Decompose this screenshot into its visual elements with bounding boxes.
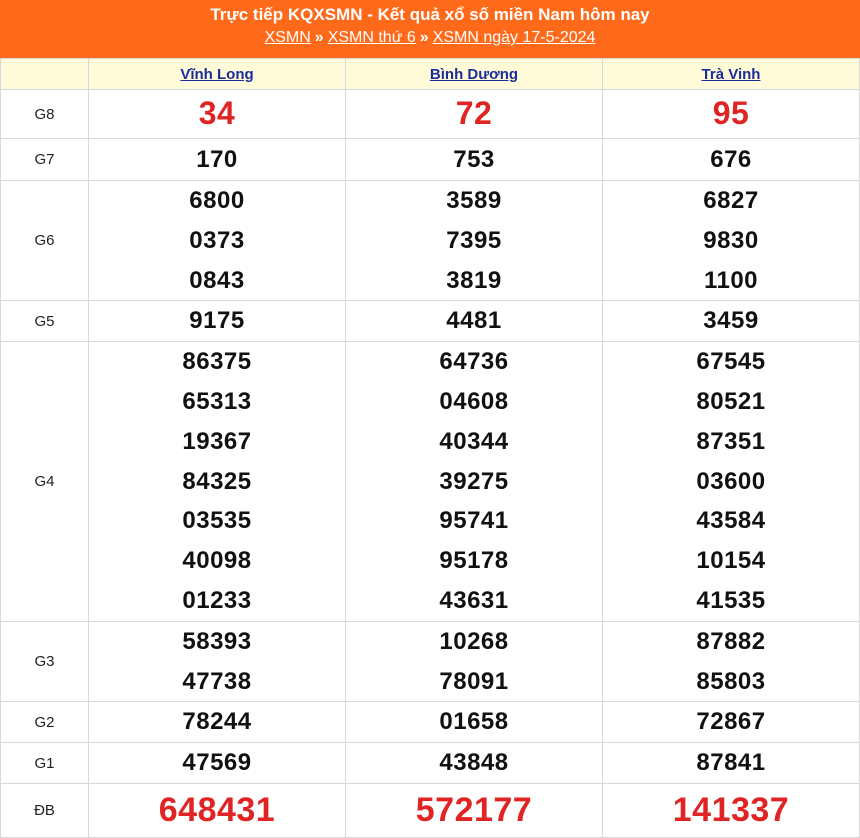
lottery-number: 87351 [696,427,766,455]
prize-row-g1 [1,743,860,784]
lottery-number: 170 [196,145,238,173]
lottery-number: 39275 [439,467,509,495]
prize-label: G8 [1,90,89,139]
lottery-number: 78091 [439,667,509,695]
lottery-number: 753 [453,145,495,173]
lottery-number: 78244 [182,708,252,736]
lottery-number: 19367 [182,427,252,455]
prize-cell [89,342,346,622]
lottery-number: 41535 [696,586,766,614]
lottery-number: 10154 [696,547,766,575]
prize-label: G3 [1,621,89,702]
breadcrumb [0,26,860,50]
province-header [89,59,346,90]
lottery-number: 95178 [439,547,509,575]
prize-cell [346,342,603,622]
results-table [0,58,860,838]
lottery-number: 43584 [696,507,766,535]
prize-cell [603,139,860,181]
lottery-number: 6827 [703,187,759,214]
prize-cell [346,301,603,342]
lottery-number: 3589 [446,187,502,214]
lottery-number: 3819 [446,266,502,294]
prize-row-g4 [1,342,860,622]
lottery-number: 95 [712,95,750,132]
lottery-number: 7395 [446,226,502,254]
prize-cell [346,783,603,837]
breadcrumb-link-xsmn-thu-6[interactable]: XSMN thứ 6 [327,29,416,46]
prize-label: G2 [1,702,89,743]
prize-cell [603,621,860,702]
lottery-number: 80521 [696,387,766,415]
province-header [603,59,860,90]
prize-column-header [1,59,89,90]
lottery-number: 9175 [189,307,245,335]
prize-cell [89,621,346,702]
prize-label: G5 [1,301,89,342]
prize-row-g7 [1,139,860,181]
lottery-number: 03600 [696,467,766,495]
lottery-number: 6800 [189,187,245,214]
prize-row-g3 [1,621,860,702]
lottery-number: 141337 [672,790,790,829]
lottery-number: 43631 [439,586,509,614]
results-banner [0,0,860,58]
prize-cell [603,342,860,622]
breadcrumb-separator: » [419,29,429,46]
lottery-number: 72867 [696,708,766,736]
prize-label: G7 [1,139,89,181]
province-link-tra-vinh[interactable]: Trà Vinh [701,65,761,83]
prize-row-g6 [1,181,860,301]
lottery-number: 3459 [703,307,759,335]
lottery-number: 64736 [439,348,509,376]
page-title: Trực tiếp KQXSMN - Kết quả xổ số miền Nam hôm nay [210,5,650,24]
lottery-number: 87841 [696,749,766,777]
prize-rows [1,90,860,838]
lottery-number: 47569 [182,749,252,777]
prize-cell [603,743,860,784]
prize-label: ĐB [1,783,89,837]
prize-cell [346,621,603,702]
lottery-number: 40098 [182,547,252,575]
lottery-number: 43848 [439,749,509,777]
prize-cell [346,181,603,301]
prize-label: G4 [1,342,89,622]
prize-row-g5 [1,301,860,342]
lottery-number: 1100 [703,266,759,294]
lottery-number: 03535 [182,507,252,535]
lottery-number: 676 [710,145,752,173]
lottery-number: 58393 [182,627,252,655]
prize-cell [346,139,603,181]
prize-cell [603,301,860,342]
breadcrumb-link-xsmn[interactable]: XSMN [264,29,311,46]
prize-cell [89,743,346,784]
lottery-number: 40344 [439,427,509,455]
lottery-number: 01658 [439,708,509,736]
prize-cell [89,90,346,139]
prize-row-g2 [1,702,860,743]
prize-cell [603,702,860,743]
lottery-number: 86375 [182,348,252,376]
lottery-number: 72 [455,95,493,132]
lottery-number: 01233 [182,586,252,614]
lottery-number: 67545 [696,348,766,376]
lottery-number: 10268 [439,627,509,655]
prize-cell [89,783,346,837]
lottery-number: 572177 [415,790,533,829]
lottery-number: 0843 [189,266,245,294]
province-header [346,59,603,90]
prize-cell [89,181,346,301]
lottery-number: 34 [198,95,236,132]
lottery-number: 9830 [703,226,759,254]
lottery-number: 85803 [696,667,766,695]
province-header-row [1,59,860,90]
lottery-number: 84325 [182,467,252,495]
prize-cell [603,90,860,139]
prize-cell [89,139,346,181]
prize-row-db [1,783,860,837]
lottery-number: 04608 [439,387,509,415]
prize-cell [346,702,603,743]
prize-cell [603,181,860,301]
prize-cell [89,702,346,743]
lottery-number: 4481 [446,307,502,335]
prize-cell [603,783,860,837]
lottery-number: 95741 [439,507,509,535]
lottery-number: 648431 [158,790,276,829]
prize-cell [89,301,346,342]
prize-cell [346,743,603,784]
province-link-binh-duong[interactable]: Bình Dương [429,65,519,83]
breadcrumb-separator: » [314,29,324,46]
lottery-number: 65313 [182,387,252,415]
prize-cell [346,90,603,139]
province-link-vinh-long[interactable]: Vĩnh Long [180,65,254,83]
prize-label: G6 [1,181,89,301]
lottery-number: 87882 [696,627,766,655]
breadcrumb-link-xsmn-date[interactable]: XSMN ngày 17-5-2024 [432,29,596,46]
lottery-number: 47738 [182,667,252,695]
lottery-number: 0373 [189,226,245,254]
prize-row-g8 [1,90,860,139]
prize-label: G1 [1,743,89,784]
